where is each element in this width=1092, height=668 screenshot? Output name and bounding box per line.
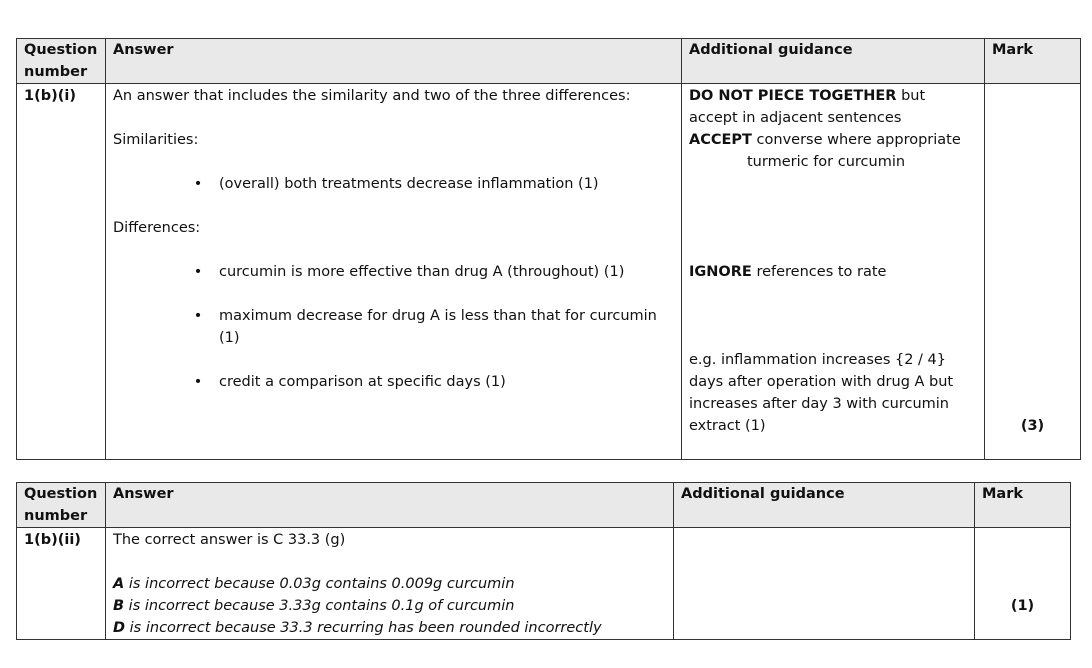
- answer-cell: [106, 84, 682, 460]
- similarities-label: Similarities:: [113, 132, 199, 148]
- list-item: • maximum decrease for drug A is less than that for curcumin (1): [193, 308, 657, 346]
- distractor-a: A is incorrect because 0.03g contains 0.009g curcumin: [113, 576, 515, 592]
- mark-value: (1): [1010, 598, 1035, 614]
- question-number: 1(b)(ii): [24, 532, 81, 548]
- table-2-header-row: [17, 483, 1071, 528]
- mark-value: (3): [1020, 418, 1045, 434]
- header-question-number: Question number: [17, 483, 106, 528]
- table-1-answer-row: [17, 84, 1081, 460]
- question-number-cell: [17, 84, 106, 460]
- guidance-accept-line2: turmeric for curcumin: [747, 154, 906, 170]
- mark-cell: [975, 528, 1071, 640]
- header-question-number: Question number: [17, 39, 106, 84]
- correct-answer: The correct answer is C 33.3 (g): [113, 532, 346, 548]
- header-mark: Mark: [985, 39, 1081, 84]
- question-number: 1(b)(i): [24, 88, 76, 104]
- list-item: • curcumin is more effective than drug A (throughout) (1): [193, 264, 625, 280]
- list-item: • (overall) both treatments decrease inflammation (1): [193, 176, 599, 192]
- mark-cell: [985, 84, 1081, 460]
- differences-label: Differences:: [113, 220, 201, 236]
- header-mark: Mark: [975, 483, 1071, 528]
- answer-cell: [106, 528, 674, 640]
- table-1-header-row: [17, 39, 1081, 84]
- mark-scheme-table-1: [16, 38, 1081, 460]
- guidance-ignore: IGNORE references to rate: [689, 264, 887, 280]
- header-additional-guidance: Additional guidance: [674, 483, 975, 528]
- distractor-d: D is incorrect because 33.3 recurring has been rounded incorrectly: [113, 620, 602, 636]
- question-number-cell: [17, 528, 106, 640]
- list-item: • credit a comparison at specific days (1): [193, 374, 506, 390]
- guidance-cell: [674, 528, 975, 640]
- answer-intro: An answer that includes the similarity and two of the three differences:: [113, 88, 631, 104]
- differences-list: [113, 261, 674, 393]
- guidance-cell: [682, 84, 985, 460]
- guidance-example: e.g. inflammation increases {2 / 4} days after operation with drug A but increases after day 3 with curcumin extract (1): [689, 352, 954, 434]
- distractor-b: B is incorrect because 3.33g contains 0.1g of curcumin: [113, 598, 515, 614]
- mark-scheme-table-2: [16, 482, 1071, 640]
- header-answer: Answer: [106, 39, 682, 84]
- guidance-accept: ACCEPT converse where appropriate: [689, 132, 961, 148]
- table-2-answer-row: [17, 528, 1071, 640]
- guidance-piece-together: DO NOT PIECE TOGETHER but accept in adjacent sentences: [689, 88, 926, 126]
- similarities-list: [113, 173, 674, 195]
- header-answer: Answer: [106, 483, 674, 528]
- header-additional-guidance: Additional guidance: [682, 39, 985, 84]
